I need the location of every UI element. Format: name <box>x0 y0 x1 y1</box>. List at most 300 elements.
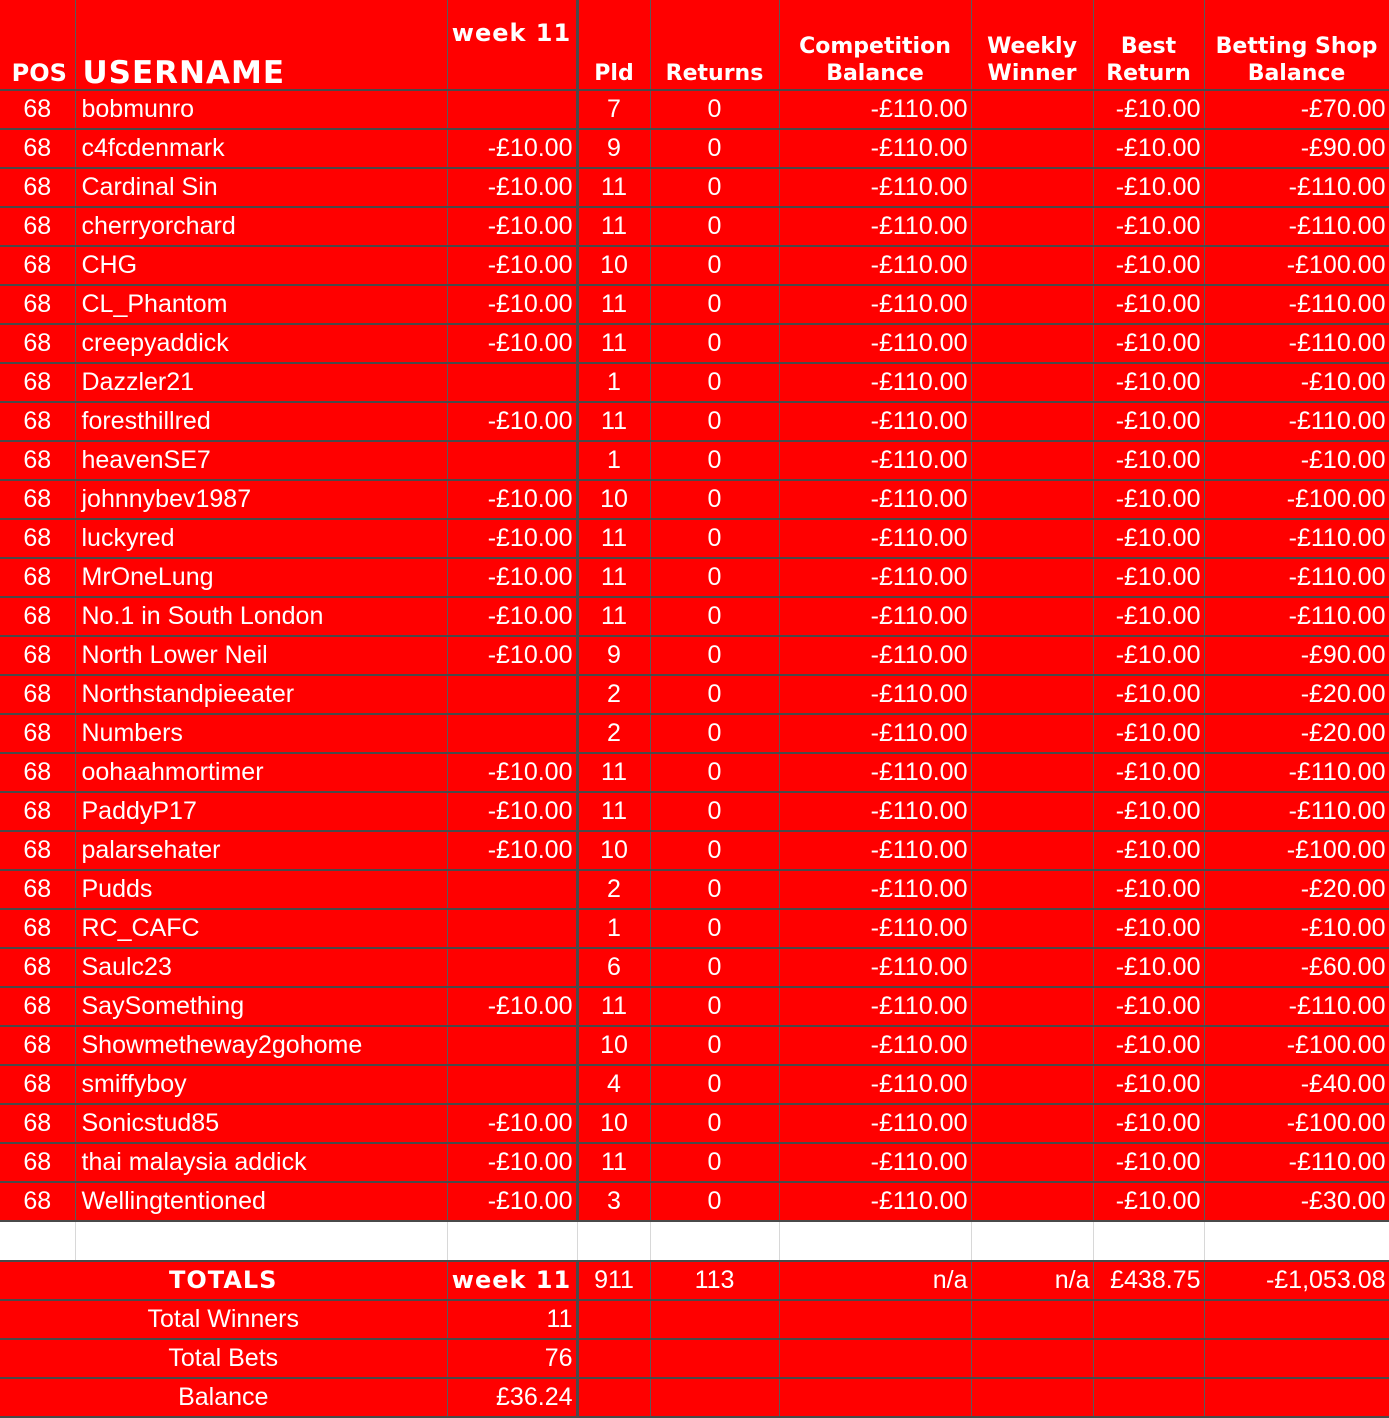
cell-pos: 68 <box>0 792 75 831</box>
summary-label: Balance <box>0 1378 447 1417</box>
cell-pld: 9 <box>577 129 650 168</box>
cell-betting-shop-balance: -£20.00 <box>1204 870 1389 909</box>
cell-best-return: -£10.00 <box>1093 558 1204 597</box>
totals-weekly-winner: n/a <box>971 1261 1093 1300</box>
cell-competition-balance: -£110.00 <box>779 753 971 792</box>
cell-best-return: -£10.00 <box>1093 90 1204 129</box>
cell-competition-balance: -£110.00 <box>779 402 971 441</box>
cell-weekly-winner <box>971 870 1093 909</box>
cell-week <box>447 363 577 402</box>
cell-betting-shop-balance: -£90.00 <box>1204 636 1389 675</box>
table-row <box>0 480 1389 519</box>
cell-betting-shop-balance: -£100.00 <box>1204 1104 1389 1143</box>
cell-username: PaddyP17 <box>75 792 447 831</box>
header-pld: Pld <box>577 0 650 90</box>
cell-week: -£10.00 <box>447 129 577 168</box>
cell-pld: 11 <box>577 753 650 792</box>
cell-returns: 0 <box>650 1143 779 1182</box>
cell-week: -£10.00 <box>447 987 577 1026</box>
cell-competition-balance: -£110.00 <box>779 870 971 909</box>
cell-best-return: -£10.00 <box>1093 636 1204 675</box>
cell-returns: 0 <box>650 90 779 129</box>
cell-week: -£10.00 <box>447 246 577 285</box>
cell-pos: 68 <box>0 987 75 1026</box>
table-row <box>0 129 1389 168</box>
cell-competition-balance: -£110.00 <box>779 792 971 831</box>
cell-weekly-winner <box>971 636 1093 675</box>
cell-betting-shop-balance: -£110.00 <box>1204 285 1389 324</box>
cell-returns: 0 <box>650 987 779 1026</box>
table-row <box>0 402 1389 441</box>
cell-best-return: -£10.00 <box>1093 1065 1204 1104</box>
table-row <box>0 1143 1389 1182</box>
totals-week: week 11 <box>447 1261 577 1300</box>
table-row <box>0 1182 1389 1221</box>
cell-username: bobmunro <box>75 90 447 129</box>
cell-pos: 68 <box>0 870 75 909</box>
cell-pld: 10 <box>577 1104 650 1143</box>
cell-pos: 68 <box>0 597 75 636</box>
cell-week <box>447 870 577 909</box>
cell-weekly-winner <box>971 1143 1093 1182</box>
table-row <box>0 987 1389 1026</box>
cell-username: Sonicstud85 <box>75 1104 447 1143</box>
cell-best-return: -£10.00 <box>1093 441 1204 480</box>
cell-best-return: -£10.00 <box>1093 246 1204 285</box>
cell-competition-balance: -£110.00 <box>779 1026 971 1065</box>
cell-betting-shop-balance: -£100.00 <box>1204 480 1389 519</box>
cell-pld: 11 <box>577 207 650 246</box>
cell-betting-shop-balance: -£60.00 <box>1204 948 1389 987</box>
cell-week: -£10.00 <box>447 402 577 441</box>
cell-username: Pudds <box>75 870 447 909</box>
cell-best-return: -£10.00 <box>1093 1104 1204 1143</box>
cell-best-return: -£10.00 <box>1093 831 1204 870</box>
cell-pos: 68 <box>0 285 75 324</box>
cell-pld: 10 <box>577 246 650 285</box>
cell-pld: 11 <box>577 987 650 1026</box>
cell-best-return: -£10.00 <box>1093 1143 1204 1182</box>
cell-pld: 6 <box>577 948 650 987</box>
cell-weekly-winner <box>971 324 1093 363</box>
cell-pos: 68 <box>0 1104 75 1143</box>
cell-betting-shop-balance: -£110.00 <box>1204 987 1389 1026</box>
cell-weekly-winner <box>971 1182 1093 1221</box>
cell-competition-balance: -£110.00 <box>779 285 971 324</box>
cell-best-return: -£10.00 <box>1093 363 1204 402</box>
table-row <box>0 792 1389 831</box>
table-row <box>0 714 1389 753</box>
cell-username: Northstandpieeater <box>75 675 447 714</box>
table-row <box>0 441 1389 480</box>
cell-returns: 0 <box>650 324 779 363</box>
cell-best-return: -£10.00 <box>1093 714 1204 753</box>
cell-pos: 68 <box>0 480 75 519</box>
cell-betting-shop-balance: -£110.00 <box>1204 207 1389 246</box>
cell-week <box>447 1026 577 1065</box>
cell-best-return: -£10.00 <box>1093 129 1204 168</box>
cell-username: c4fcdenmark <box>75 129 447 168</box>
summary-value: 76 <box>447 1339 577 1378</box>
cell-pld: 1 <box>577 909 650 948</box>
cell-competition-balance: -£110.00 <box>779 558 971 597</box>
cell-betting-shop-balance: -£110.00 <box>1204 324 1389 363</box>
cell-week: -£10.00 <box>447 480 577 519</box>
cell-username: CL_Phantom <box>75 285 447 324</box>
spacer-row <box>0 1221 1389 1261</box>
cell-week <box>447 1065 577 1104</box>
table-row <box>0 324 1389 363</box>
cell-betting-shop-balance: -£10.00 <box>1204 909 1389 948</box>
cell-weekly-winner <box>971 402 1093 441</box>
table-row <box>0 1026 1389 1065</box>
cell-weekly-winner <box>971 948 1093 987</box>
cell-pld: 2 <box>577 870 650 909</box>
cell-username: Showmetheway2gohome <box>75 1026 447 1065</box>
cell-competition-balance: -£110.00 <box>779 675 971 714</box>
cell-week <box>447 909 577 948</box>
table-row <box>0 1104 1389 1143</box>
cell-best-return: -£10.00 <box>1093 285 1204 324</box>
cell-username: North Lower Neil <box>75 636 447 675</box>
cell-pos: 68 <box>0 831 75 870</box>
summary-row-balance <box>0 1378 1389 1417</box>
table-row <box>0 558 1389 597</box>
cell-pld: 11 <box>577 324 650 363</box>
cell-pld: 2 <box>577 675 650 714</box>
cell-week: -£10.00 <box>447 792 577 831</box>
cell-username: Dazzler21 <box>75 363 447 402</box>
cell-pld: 1 <box>577 441 650 480</box>
totals-competition-balance: n/a <box>779 1261 971 1300</box>
header-week: week 11 <box>447 0 577 90</box>
cell-pld: 11 <box>577 168 650 207</box>
table-row <box>0 636 1389 675</box>
header-returns: Returns <box>650 0 779 90</box>
cell-username: SaySomething <box>75 987 447 1026</box>
cell-betting-shop-balance: -£20.00 <box>1204 714 1389 753</box>
cell-week: -£10.00 <box>447 519 577 558</box>
cell-week: -£10.00 <box>447 1182 577 1221</box>
cell-best-return: -£10.00 <box>1093 597 1204 636</box>
cell-returns: 0 <box>650 441 779 480</box>
cell-betting-shop-balance: -£110.00 <box>1204 753 1389 792</box>
cell-pos: 68 <box>0 1182 75 1221</box>
totals-betting-shop-balance: -£1,053.08 <box>1204 1261 1389 1300</box>
cell-returns: 0 <box>650 1104 779 1143</box>
cell-week: -£10.00 <box>447 285 577 324</box>
cell-betting-shop-balance: -£100.00 <box>1204 246 1389 285</box>
cell-pos: 68 <box>0 714 75 753</box>
table-row <box>0 1065 1389 1104</box>
cell-best-return: -£10.00 <box>1093 402 1204 441</box>
cell-pld: 2 <box>577 714 650 753</box>
cell-week <box>447 90 577 129</box>
cell-username: MrOneLung <box>75 558 447 597</box>
cell-username: Saulc23 <box>75 948 447 987</box>
cell-week: -£10.00 <box>447 558 577 597</box>
cell-pld: 10 <box>577 831 650 870</box>
cell-weekly-winner <box>971 831 1093 870</box>
header-competition-balance: Competition Balance <box>779 0 971 90</box>
cell-returns: 0 <box>650 909 779 948</box>
cell-username: No.1 in South London <box>75 597 447 636</box>
cell-week: -£10.00 <box>447 753 577 792</box>
cell-returns: 0 <box>650 714 779 753</box>
cell-best-return: -£10.00 <box>1093 792 1204 831</box>
cell-betting-shop-balance: -£110.00 <box>1204 402 1389 441</box>
cell-pos: 68 <box>0 1065 75 1104</box>
cell-returns: 0 <box>650 597 779 636</box>
summary-label: Total Bets <box>0 1339 447 1378</box>
table-row <box>0 831 1389 870</box>
cell-pld: 10 <box>577 1026 650 1065</box>
cell-week <box>447 714 577 753</box>
cell-best-return: -£10.00 <box>1093 987 1204 1026</box>
cell-best-return: -£10.00 <box>1093 675 1204 714</box>
cell-returns: 0 <box>650 129 779 168</box>
cell-weekly-winner <box>971 558 1093 597</box>
cell-best-return: -£10.00 <box>1093 909 1204 948</box>
cell-returns: 0 <box>650 402 779 441</box>
cell-week <box>447 675 577 714</box>
cell-competition-balance: -£110.00 <box>779 129 971 168</box>
cell-returns: 0 <box>650 948 779 987</box>
cell-weekly-winner <box>971 129 1093 168</box>
cell-pld: 11 <box>577 519 650 558</box>
cell-pos: 68 <box>0 1026 75 1065</box>
cell-weekly-winner <box>971 246 1093 285</box>
cell-competition-balance: -£110.00 <box>779 831 971 870</box>
totals-row <box>0 1261 1389 1300</box>
cell-betting-shop-balance: -£110.00 <box>1204 597 1389 636</box>
cell-betting-shop-balance: -£40.00 <box>1204 1065 1389 1104</box>
cell-username: RC_CAFC <box>75 909 447 948</box>
cell-returns: 0 <box>650 675 779 714</box>
cell-pos: 68 <box>0 948 75 987</box>
summary-value: £36.24 <box>447 1378 577 1417</box>
cell-weekly-winner <box>971 1026 1093 1065</box>
table-row <box>0 948 1389 987</box>
cell-competition-balance: -£110.00 <box>779 246 971 285</box>
cell-returns: 0 <box>650 636 779 675</box>
table-row <box>0 597 1389 636</box>
cell-weekly-winner <box>971 1065 1093 1104</box>
cell-best-return: -£10.00 <box>1093 519 1204 558</box>
cell-pos: 68 <box>0 636 75 675</box>
cell-week: -£10.00 <box>447 597 577 636</box>
cell-weekly-winner <box>971 714 1093 753</box>
cell-pos: 68 <box>0 1143 75 1182</box>
cell-week: -£10.00 <box>447 168 577 207</box>
cell-week: -£10.00 <box>447 636 577 675</box>
table-row <box>0 753 1389 792</box>
cell-betting-shop-balance: -£110.00 <box>1204 558 1389 597</box>
cell-username: oohaahmortimer <box>75 753 447 792</box>
summary-row-total-bets <box>0 1339 1389 1378</box>
cell-returns: 0 <box>650 363 779 402</box>
table-row <box>0 90 1389 129</box>
cell-betting-shop-balance: -£110.00 <box>1204 168 1389 207</box>
cell-best-return: -£10.00 <box>1093 1026 1204 1065</box>
cell-betting-shop-balance: -£90.00 <box>1204 129 1389 168</box>
cell-week <box>447 441 577 480</box>
cell-pos: 68 <box>0 90 75 129</box>
summary-value: 11 <box>447 1300 577 1339</box>
cell-returns: 0 <box>650 1065 779 1104</box>
cell-competition-balance: -£110.00 <box>779 168 971 207</box>
cell-returns: 0 <box>650 285 779 324</box>
cell-returns: 0 <box>650 831 779 870</box>
cell-competition-balance: -£110.00 <box>779 519 971 558</box>
header-betting-shop-balance: Betting Shop Balance <box>1204 0 1389 90</box>
cell-weekly-winner <box>971 597 1093 636</box>
cell-weekly-winner <box>971 90 1093 129</box>
cell-competition-balance: -£110.00 <box>779 90 971 129</box>
cell-competition-balance: -£110.00 <box>779 636 971 675</box>
cell-pld: 9 <box>577 636 650 675</box>
cell-returns: 0 <box>650 1182 779 1221</box>
summary-label: Total Winners <box>0 1300 447 1339</box>
cell-username: luckyred <box>75 519 447 558</box>
cell-username: cherryorchard <box>75 207 447 246</box>
cell-weekly-winner <box>971 675 1093 714</box>
cell-weekly-winner <box>971 909 1093 948</box>
cell-best-return: -£10.00 <box>1093 168 1204 207</box>
header-pos: POS <box>0 0 75 90</box>
cell-competition-balance: -£110.00 <box>779 363 971 402</box>
cell-returns: 0 <box>650 168 779 207</box>
header-username: USERNAME <box>75 0 447 90</box>
cell-returns: 0 <box>650 558 779 597</box>
cell-betting-shop-balance: -£100.00 <box>1204 831 1389 870</box>
cell-pos: 68 <box>0 441 75 480</box>
cell-returns: 0 <box>650 207 779 246</box>
cell-competition-balance: -£110.00 <box>779 948 971 987</box>
cell-competition-balance: -£110.00 <box>779 441 971 480</box>
cell-returns: 0 <box>650 519 779 558</box>
cell-pld: 1 <box>577 363 650 402</box>
header-best-return: Best Return <box>1093 0 1204 90</box>
table-row <box>0 363 1389 402</box>
cell-pos: 68 <box>0 324 75 363</box>
cell-weekly-winner <box>971 168 1093 207</box>
cell-weekly-winner <box>971 792 1093 831</box>
cell-weekly-winner <box>971 285 1093 324</box>
cell-betting-shop-balance: -£20.00 <box>1204 675 1389 714</box>
cell-competition-balance: -£110.00 <box>779 987 971 1026</box>
header-row <box>0 0 1389 90</box>
cell-pld: 7 <box>577 90 650 129</box>
cell-returns: 0 <box>650 480 779 519</box>
cell-best-return: -£10.00 <box>1093 207 1204 246</box>
totals-returns: 113 <box>650 1261 779 1300</box>
cell-week: -£10.00 <box>447 324 577 363</box>
cell-pos: 68 <box>0 675 75 714</box>
cell-username: Wellingtentioned <box>75 1182 447 1221</box>
totals-label: TOTALS <box>0 1261 447 1300</box>
cell-best-return: -£10.00 <box>1093 1182 1204 1221</box>
cell-username: palarsehater <box>75 831 447 870</box>
cell-pos: 68 <box>0 558 75 597</box>
table-row <box>0 675 1389 714</box>
cell-competition-balance: -£110.00 <box>779 1143 971 1182</box>
header-weekly-winner: Weekly Winner <box>971 0 1093 90</box>
cell-week: -£10.00 <box>447 1104 577 1143</box>
cell-competition-balance: -£110.00 <box>779 597 971 636</box>
cell-pos: 68 <box>0 363 75 402</box>
cell-pld: 11 <box>577 597 650 636</box>
cell-betting-shop-balance: -£30.00 <box>1204 1182 1389 1221</box>
cell-username: CHG <box>75 246 447 285</box>
cell-week <box>447 948 577 987</box>
cell-weekly-winner <box>971 987 1093 1026</box>
cell-returns: 0 <box>650 1026 779 1065</box>
cell-pld: 11 <box>577 558 650 597</box>
cell-weekly-winner <box>971 519 1093 558</box>
cell-pld: 11 <box>577 1143 650 1182</box>
cell-pld: 11 <box>577 402 650 441</box>
player-rows <box>0 90 1389 1221</box>
cell-pos: 68 <box>0 402 75 441</box>
cell-betting-shop-balance: -£10.00 <box>1204 363 1389 402</box>
cell-betting-shop-balance: -£70.00 <box>1204 90 1389 129</box>
cell-username: smiffyboy <box>75 1065 447 1104</box>
cell-best-return: -£10.00 <box>1093 324 1204 363</box>
cell-username: Cardinal Sin <box>75 168 447 207</box>
cell-best-return: -£10.00 <box>1093 870 1204 909</box>
cell-betting-shop-balance: -£100.00 <box>1204 1026 1389 1065</box>
cell-returns: 0 <box>650 246 779 285</box>
cell-pos: 68 <box>0 519 75 558</box>
cell-weekly-winner <box>971 441 1093 480</box>
cell-username: creepyaddick <box>75 324 447 363</box>
cell-pos: 68 <box>0 168 75 207</box>
cell-competition-balance: -£110.00 <box>779 324 971 363</box>
cell-weekly-winner <box>971 480 1093 519</box>
cell-weekly-winner <box>971 207 1093 246</box>
cell-username: johnnybev1987 <box>75 480 447 519</box>
cell-pld: 3 <box>577 1182 650 1221</box>
totals-best-return: £438.75 <box>1093 1261 1204 1300</box>
table-row <box>0 246 1389 285</box>
cell-pld: 10 <box>577 480 650 519</box>
cell-betting-shop-balance: -£10.00 <box>1204 441 1389 480</box>
cell-username: foresthillred <box>75 402 447 441</box>
cell-competition-balance: -£110.00 <box>779 1065 971 1104</box>
cell-pld: 11 <box>577 285 650 324</box>
cell-competition-balance: -£110.00 <box>779 909 971 948</box>
cell-week: -£10.00 <box>447 1143 577 1182</box>
cell-competition-balance: -£110.00 <box>779 480 971 519</box>
table-row <box>0 909 1389 948</box>
cell-weekly-winner <box>971 753 1093 792</box>
cell-week: -£10.00 <box>447 207 577 246</box>
cell-week: -£10.00 <box>447 831 577 870</box>
summary-row-total-winners <box>0 1300 1389 1339</box>
cell-username: heavenSE7 <box>75 441 447 480</box>
cell-pld: 4 <box>577 1065 650 1104</box>
cell-pos: 68 <box>0 129 75 168</box>
cell-returns: 0 <box>650 753 779 792</box>
cell-betting-shop-balance: -£110.00 <box>1204 1143 1389 1182</box>
cell-weekly-winner <box>971 1104 1093 1143</box>
cell-returns: 0 <box>650 870 779 909</box>
cell-best-return: -£10.00 <box>1093 480 1204 519</box>
cell-username: Numbers <box>75 714 447 753</box>
totals-pld: 911 <box>577 1261 650 1300</box>
table-row <box>0 285 1389 324</box>
